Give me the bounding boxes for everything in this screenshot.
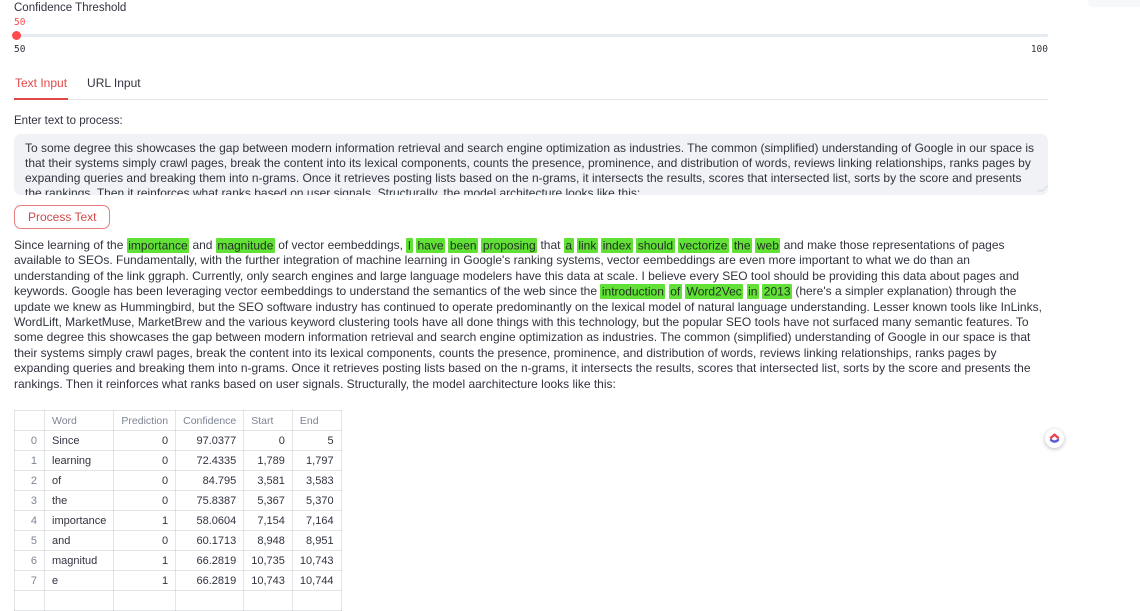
confidence-slider-widget xyxy=(14,2,1048,55)
highlighted-word: of xyxy=(670,284,681,299)
highlighted-word: importance xyxy=(128,238,188,252)
table-cell: 5 xyxy=(15,531,45,551)
highlighted-word: introduction xyxy=(601,284,664,299)
highlighted-word: should xyxy=(637,238,674,252)
slider-minmax-row xyxy=(14,44,1048,55)
table-cell: importance xyxy=(45,511,114,531)
table-cell xyxy=(176,591,244,611)
column-header-prediction: Prediction xyxy=(114,411,176,431)
table-cell: 97.0377 xyxy=(176,431,244,451)
table-cell: 5,370 xyxy=(292,491,341,511)
table-cell: 4 xyxy=(15,511,45,531)
table-cell xyxy=(292,591,341,611)
table-cell: 3,583 xyxy=(292,471,341,491)
table-row xyxy=(15,591,342,611)
table-cell: 72.4335 xyxy=(176,451,244,471)
plain-text-segment: and make those representations of pages available to SEOs. Fundamentally, with the further integration of machine learning in Google's ranking systems, vector eembeddings are even more important to what we do than an understanding of the link ggraph. Currently, only search engines and large language modelers have this data at scale. I believe every SEO tool should be providing this data about pages and keywords. Google has been leveraging vector eembeddings to understand the semantics of the web since the xyxy=(14,238,1020,299)
highlighted-word: have xyxy=(417,238,444,252)
highlighted-word: vectorize xyxy=(679,238,728,252)
table-cell: 0 xyxy=(114,471,176,491)
results-table xyxy=(14,410,342,611)
table-row xyxy=(15,491,342,511)
table-cell: 2 xyxy=(15,471,45,491)
input-tabbar xyxy=(14,72,1048,100)
table-cell: 10,743 xyxy=(292,551,341,571)
table-cell: 10,735 xyxy=(244,551,293,571)
table-cell: 60.1713 xyxy=(176,531,244,551)
table-cell: magnitud xyxy=(45,551,114,571)
highlighted-word: proposing xyxy=(482,238,536,252)
tab-url-input[interactable]: URL Input xyxy=(87,76,141,90)
table-cell: the xyxy=(45,491,114,511)
table-cell: of xyxy=(45,471,114,491)
table-cell: 10,743 xyxy=(244,571,293,591)
column-header-word: Word xyxy=(45,411,114,431)
table-cell: 7,164 xyxy=(292,511,341,531)
table-cell: 0 xyxy=(114,431,176,451)
text-to-process-input[interactable] xyxy=(14,134,1048,195)
tab-text-input[interactable]: Text Input xyxy=(14,72,68,100)
slider-current-value: 50 xyxy=(14,17,26,28)
table-cell xyxy=(15,591,45,611)
table-cell: learning xyxy=(45,451,114,471)
table-cell: 3,581 xyxy=(244,471,293,491)
table-cell: and xyxy=(45,531,114,551)
table-cell: 1,789 xyxy=(244,451,293,471)
table-cell: 1 xyxy=(114,511,176,531)
table-cell: 5,367 xyxy=(244,491,293,511)
table-cell: 7 xyxy=(15,571,45,591)
slider-track[interactable] xyxy=(14,34,1048,37)
table-cell: 8,951 xyxy=(292,531,341,551)
table-row xyxy=(15,431,342,451)
table-cell: 84.795 xyxy=(176,471,244,491)
results-table-container[interactable] xyxy=(14,410,1048,611)
table-cell: 75.8387 xyxy=(176,491,244,511)
table-cell: 0 xyxy=(15,431,45,451)
table-cell: 8,948 xyxy=(244,531,293,551)
column-header-confidence: Confidence xyxy=(176,411,244,431)
table-cell: 0 xyxy=(114,491,176,511)
highlighted-word: magnitude xyxy=(217,238,274,252)
highlighted-word: link xyxy=(578,238,597,252)
table-cell xyxy=(244,591,293,611)
highlighted-word: been xyxy=(449,238,477,252)
process-text-button[interactable]: Process Text xyxy=(14,205,110,229)
table-cell: 1 xyxy=(15,451,45,471)
table-cell: 5 xyxy=(292,431,341,451)
toolbar-remnant xyxy=(1088,0,1140,7)
slider-thumb[interactable] xyxy=(12,31,21,40)
results-table-header xyxy=(15,411,342,431)
table-cell: 58.0604 xyxy=(176,511,244,531)
table-row xyxy=(15,531,342,551)
highlighted-word: Word2Vec xyxy=(686,284,742,299)
slider-max-label: 100 xyxy=(1030,44,1048,55)
table-cell: 0 xyxy=(244,431,293,451)
slider-min-label: 50 xyxy=(14,44,26,55)
plain-text-segment: Since learning of the xyxy=(14,238,127,252)
table-cell: 1,797 xyxy=(292,451,341,471)
highlighted-word: index xyxy=(602,238,632,252)
table-cell: 1 xyxy=(114,571,176,591)
plain-text-segment: of vector eembeddings, xyxy=(274,238,407,252)
table-cell: 1 xyxy=(114,551,176,571)
highlighted-word: in xyxy=(748,284,758,299)
table-cell: Since xyxy=(45,431,114,451)
table-cell: 0 xyxy=(114,531,176,551)
highlighted-word: the xyxy=(733,238,751,252)
table-cell: 7,154 xyxy=(244,511,293,531)
table-cell: 66.2819 xyxy=(176,551,244,571)
textarea-label: Enter text to process: xyxy=(14,115,123,127)
textarea-resize-handle[interactable] xyxy=(1039,185,1047,193)
table-cell xyxy=(45,591,114,611)
table-cell: 6 xyxy=(15,551,45,571)
table-row xyxy=(15,551,342,571)
slider-label: Confidence Threshold xyxy=(14,2,127,14)
table-cell: e xyxy=(45,571,114,591)
table-row xyxy=(15,471,342,491)
table-cell xyxy=(114,591,176,611)
highlighted-word: 2013 xyxy=(763,284,791,299)
clickup-logo-icon xyxy=(1047,431,1062,446)
highlighted-word: I xyxy=(407,238,412,252)
clickup-extension-badge[interactable] xyxy=(1045,429,1064,448)
table-cell: 66.2819 xyxy=(176,571,244,591)
column-header-start: Start xyxy=(244,411,293,431)
table-cell: 3 xyxy=(15,491,45,511)
table-cell: 0 xyxy=(114,451,176,471)
highlighted-word: a xyxy=(565,238,572,252)
table-row xyxy=(15,571,342,591)
table-cell: 10,744 xyxy=(292,571,341,591)
table-row xyxy=(15,451,342,471)
column-header-index xyxy=(15,411,45,431)
plain-text-segment: that xyxy=(537,238,564,252)
processed-text xyxy=(14,238,1049,392)
plain-text-segment: (here's a simpler explanation) through the update we knew as Hummingbird, but the SEO software industry has continued to operate predominantly on the lexical model of natural language understanding. Lesser known tools like InLinks, WordLift, MarketMuse, MarketBrew and the various keyword clustering tools have all done things with this technology, but the popular SEO tools have not surfaced many semantic features. To some degree this showcases the gap between modern information retrieval and search engine optimization as industries. The common (simplified) understanding of Google in our space is that their systems simply crawl pages, break the content into its lexical components, counts the presence, prominence, and distribution of words, reviews linking relationships, ranks pages by expanding queries and breaking them into n-grams. Once it retrieves posting lists based on the n-grams, it intersects the results, scores that intersected list, sorts by the score and presents the rankings. Then it reinforces what ranks based on user signals. Structurally, the model aarchitecture looks like this: xyxy=(14,284,1042,391)
plain-text-segment: and xyxy=(189,238,216,252)
highlighted-word: web xyxy=(756,238,779,252)
column-header-end: End xyxy=(292,411,341,431)
